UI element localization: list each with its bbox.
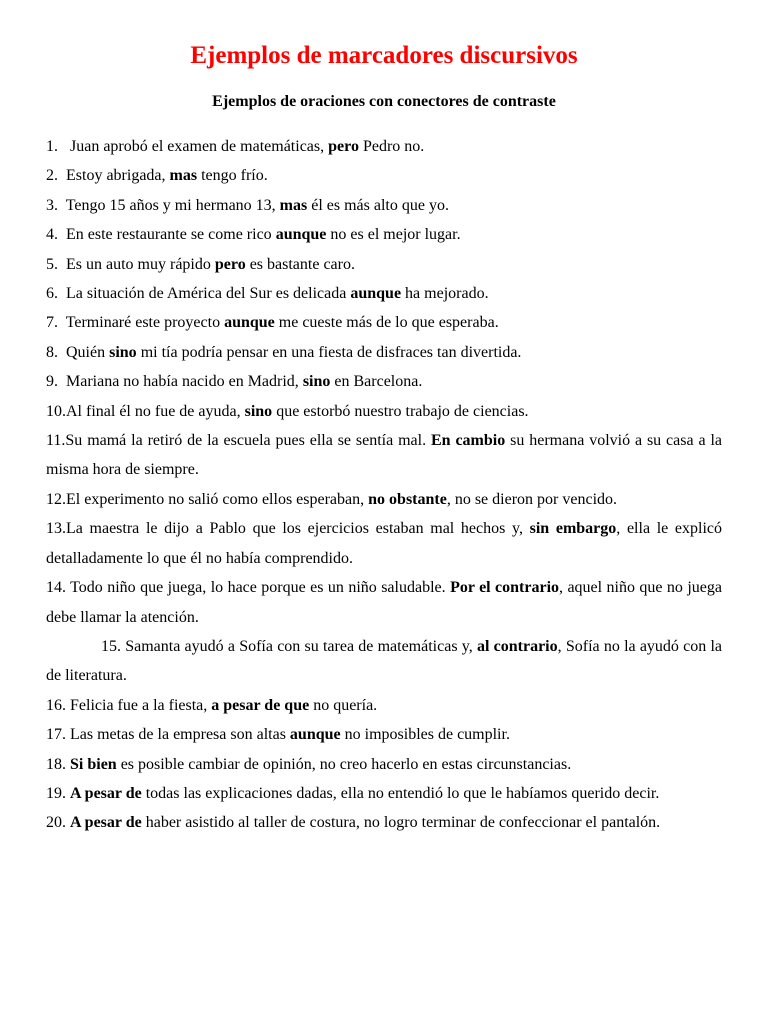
item-text: no imposibles de cumplir.: [340, 726, 510, 744]
list-item: [46, 220, 722, 249]
item-text: me cueste más de lo que esperaba.: [274, 314, 499, 332]
item-number: 8.: [46, 343, 58, 361]
connector-word: no obstante: [368, 490, 447, 508]
item-text: Su mamá la retiró de la escuela pues ella se sentía mal.: [65, 432, 431, 450]
connector-word: A pesar de: [70, 814, 142, 832]
list-item: [46, 485, 722, 514]
connector-word: sino: [109, 343, 137, 361]
item-text: él es más alto que yo.: [307, 196, 449, 214]
item-text: Estoy abrigada,: [66, 167, 170, 185]
item-text: es posible cambiar de opinión, no creo hacerlo en estas circunstancias.: [116, 755, 572, 773]
item-number: 20.: [46, 814, 66, 832]
item-number-gap: [58, 256, 66, 273]
item-number-gap: [58, 373, 66, 390]
item-text: tengo frío.: [197, 167, 268, 185]
item-number: 6.: [46, 285, 58, 303]
list-item: [46, 132, 722, 161]
item-text: , ella le explicó detalladamente lo que él no había comprendido.: [46, 520, 723, 567]
item-text: En este restaurante se come rico: [66, 226, 276, 244]
document-title: Ejemplos de marcadores discursivos: [190, 42, 578, 69]
item-text: Mariana no había nacido en Madrid,: [66, 373, 303, 391]
item-number: 2.: [46, 167, 58, 185]
list-item: [46, 250, 722, 279]
item-text: , no se dieron por vencido.: [446, 490, 618, 508]
list-item: [46, 514, 722, 573]
connector-word: En cambio: [431, 432, 506, 450]
connector-word: al contrario: [476, 637, 558, 655]
connector-word: a pesar de que: [211, 696, 310, 714]
connector-word: sino: [244, 402, 273, 420]
item-text: Las metas de la empresa son altas: [70, 726, 290, 744]
list-item: [46, 279, 722, 308]
list-item: [46, 720, 722, 749]
item-number: 19.: [46, 784, 66, 802]
item-text: La situación de América del Sur es delicada: [66, 285, 351, 303]
list-item: [46, 397, 722, 426]
item-text: todas las explicaciones dadas, ella no entendió lo que le habíamos querido decir.: [141, 784, 660, 802]
item-text: Al final él no fue de ayuda,: [66, 402, 245, 420]
connector-word: aunque: [350, 285, 402, 303]
item-text: Tengo 15 años y mi hermano 13,: [65, 196, 280, 214]
item-text: Todo niño que juega, lo hace porque es un niño saludable.: [70, 579, 451, 597]
item-number: 3.: [46, 196, 58, 214]
example-list: [46, 132, 722, 838]
item-number: 10.: [46, 402, 66, 420]
list-item: [46, 573, 722, 632]
item-text: La maestra le dijo a Pablo que los ejercicios estaban mal hechos y,: [66, 520, 530, 538]
item-text: mi tía podría pensar en una fiesta de disfraces tan divertida.: [136, 343, 522, 361]
item-number: 7.: [46, 314, 58, 332]
item-text: Juan aprobó el examen de matemáticas,: [70, 138, 329, 155]
item-number-gap: [58, 138, 70, 155]
connector-word: aunque: [224, 314, 275, 332]
item-text: en Barcelona.: [330, 373, 423, 391]
item-number-gap: [58, 226, 66, 243]
item-text: haber asistido al taller de costura, no logro terminar de confeccionar el pantalón.: [141, 814, 661, 832]
item-number: 15.: [101, 637, 121, 655]
item-text: El experimento no salió como ellos esperaban,: [66, 490, 369, 508]
item-text: Quién: [66, 343, 110, 361]
item-number: 9.: [46, 373, 58, 391]
item-number: 16.: [46, 696, 66, 714]
list-item: [46, 308, 722, 337]
list-item: [46, 161, 722, 190]
connector-word: pero: [328, 138, 359, 155]
list-item: [46, 426, 722, 485]
connector-word: Por el contrario: [450, 579, 560, 597]
item-number: 18.: [46, 755, 66, 773]
connector-word: mas: [169, 167, 198, 185]
list-item: [46, 691, 722, 720]
list-item: [46, 779, 722, 808]
list-item: [46, 191, 722, 220]
item-number: 13.: [46, 520, 66, 538]
list-item: [46, 338, 722, 367]
item-text: Pedro no.: [358, 138, 425, 155]
connector-word: A pesar de: [70, 784, 142, 802]
item-number: 1.: [46, 138, 58, 155]
item-text: no quería.: [309, 696, 378, 714]
item-number: 17.: [46, 726, 66, 744]
connector-word: aunque: [275, 226, 327, 244]
item-number: 4.: [46, 226, 58, 244]
connector-word: aunque: [289, 726, 341, 744]
item-text: , Sofía no la ayudó con la de literatura.: [46, 637, 723, 685]
item-number: 14.: [46, 579, 66, 597]
list-item: [46, 808, 722, 837]
item-number-gap: [58, 344, 66, 361]
item-number: 5.: [46, 255, 58, 273]
item-text: ha mejorado.: [401, 285, 489, 303]
item-text: que estorbó nuestro trabajo de ciencias.: [272, 402, 529, 420]
list-item: [46, 632, 722, 691]
connector-word: Si bien: [70, 755, 117, 773]
connector-word: pero: [214, 255, 246, 273]
item-number-gap: [58, 285, 66, 302]
item-number: 12.: [46, 490, 66, 508]
item-number-gap: [58, 197, 66, 214]
connector-word: mas: [279, 196, 308, 214]
connector-word: sin embargo: [529, 520, 617, 538]
item-number: 11.: [46, 432, 66, 450]
item-number-gap: [58, 314, 66, 331]
item-text: Es un auto muy rápido: [66, 255, 215, 273]
item-text: Terminaré este proyecto: [65, 314, 225, 332]
list-item: [46, 367, 722, 396]
list-item: [46, 750, 722, 779]
item-text: Samanta ayudó a Sofía con su tarea de matemáticas y,: [125, 637, 477, 655]
item-text: su hermana volvió a su casa a la misma hora de siempre.: [46, 432, 723, 479]
connector-word: sino: [302, 373, 331, 391]
item-text: no es el mejor lugar.: [326, 226, 461, 244]
item-text: , aquel niño que no juega debe llamar la atención.: [46, 579, 723, 626]
item-number-gap: [58, 167, 66, 184]
item-text: Felicia fue a la fiesta,: [70, 696, 212, 714]
item-text: es bastante caro.: [245, 255, 355, 273]
document-subtitle: Ejemplos de oraciones con conectores de contraste: [212, 93, 556, 110]
